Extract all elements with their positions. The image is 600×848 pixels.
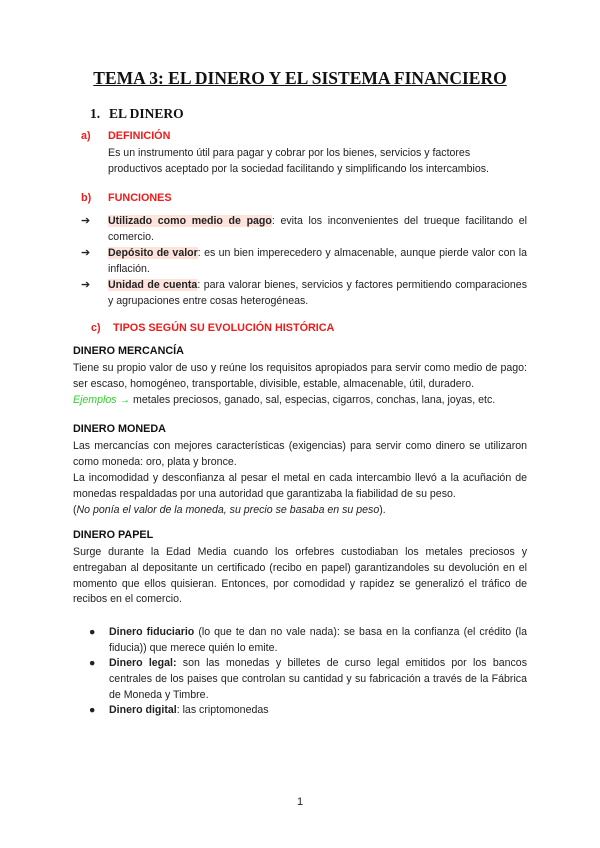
- subheading-letter: c): [91, 322, 101, 334]
- note-italic: No ponía el valor de la moneda, su precio se basaba en su peso: [76, 504, 380, 516]
- function-item: [81, 278, 527, 310]
- section-label: EL DINERO: [109, 106, 184, 121]
- paren: (: [73, 504, 77, 516]
- mercancia-text: Tiene su propio valor de uso y reúne los requisitos apropiados para servir como medio de pago: ser escaso, homogéneo, transportable, divisible, estable, almacenable, útil, duradero.: [73, 362, 527, 390]
- bullet-term: Dinero fiduciario: [109, 626, 195, 638]
- subheading-definicion: [81, 130, 170, 142]
- function-text: : evita los inconvenientes del trueque facilitando el comercio.: [108, 215, 528, 243]
- papel-text: Surge durante la Edad Media cuando los orfebres custodiaban los metales preciosos y entregaban al depositante un certificado (recibo en papel) garantizandoles su devolución en el momento que ellos quisieran. Entonces, por comodidad y rapidez se generalizó el tráfico de recibos en el comercio.: [73, 546, 527, 606]
- moneda-text-1: Las mercancías con mejores características (exigencias) para servir como dinero se utilizaron como moneda: oro, plata y bronce.: [73, 440, 527, 468]
- bullet-icon: ●: [89, 626, 96, 638]
- function-item: [81, 214, 527, 246]
- function-item: [81, 246, 527, 278]
- mercancia-examples: [73, 393, 527, 409]
- function-term: Utilizado como medio de pago: [108, 215, 272, 227]
- subheading-tipos: [91, 322, 334, 334]
- subheading-letter: b): [81, 192, 92, 204]
- moneda-note: [73, 503, 527, 519]
- function-term: Depósito de valor: [108, 247, 198, 259]
- heading-dinero-mercancia: DINERO MERCANCÍA: [73, 345, 184, 357]
- page-title: TEMA 3: EL DINERO Y EL SISTEMA FINANCIERO: [93, 68, 507, 88]
- arrow-icon: ➔: [81, 279, 91, 291]
- subheading-funciones: [81, 192, 172, 204]
- list-item: [89, 656, 527, 703]
- function-term: Unidad de cuenta: [108, 279, 198, 291]
- bullet-icon: ●: [89, 704, 96, 716]
- arrow-icon: ➔: [81, 215, 91, 227]
- function-text: : es un bien imperecedero y almacenable, aunque pierde valor con la inflación.: [108, 247, 528, 275]
- subheading-label: TIPOS SEGÚN SU EVOLUCIÓN HISTÓRICA: [113, 322, 335, 334]
- moneda-text-2: La incomodidad y desconfianza al pesar el metal en cada intercambio llevó a la acuñación de monedas respaldadas por una autoridad que garantizaba la fiabilidad de su peso.: [73, 472, 527, 500]
- section-heading: [90, 106, 184, 122]
- subheading-label: DEFINICIÓN: [108, 130, 171, 142]
- bullet-icon: ●: [89, 657, 96, 669]
- paren: ).: [379, 504, 386, 516]
- bullet-text: : las criptomonedas: [176, 704, 269, 716]
- examples-text: metales preciosos, ganado, sal, especias, cigarros, conchas, lana, joyas, etc.: [130, 394, 496, 406]
- definition-text: Es un instrumento útil para pagar y cobrar por los bienes, servicios y factores productivos aceptado por la sociedad facilitando y simplificando los intercambios.: [108, 147, 489, 175]
- bullet-text: son las monedas y billetes de curso legal emitidos por los bancos centrales de los paises que controlan su cantidad y su fabricación a través de la Fábrica de Moneda y Timbre.: [109, 657, 527, 701]
- arrow-icon: ➔: [81, 247, 91, 259]
- bullet-term: Dinero legal:: [109, 657, 177, 669]
- function-text: : para valorar bienes, servicios y factores permitiendo comparaciones y agrupaciones entre cosas heterogéneas.: [108, 279, 527, 307]
- heading-dinero-moneda: DINERO MONEDA: [73, 423, 166, 435]
- bullet-text: (lo que te dan no vale nada): se basa en la confianza (el crédito (la fiducia)) que merece quién lo emite.: [109, 626, 528, 654]
- list-item: [89, 625, 527, 657]
- subheading-letter: a): [81, 130, 91, 142]
- subheading-label: FUNCIONES: [108, 192, 172, 204]
- bullet-term: Dinero digital: [109, 704, 177, 716]
- heading-dinero-papel: DINERO PAPEL: [73, 529, 154, 541]
- section-number: 1.: [90, 106, 101, 121]
- list-item: [89, 703, 527, 719]
- page-number: 1: [296, 796, 304, 808]
- examples-label: Ejemplos →: [73, 394, 131, 406]
